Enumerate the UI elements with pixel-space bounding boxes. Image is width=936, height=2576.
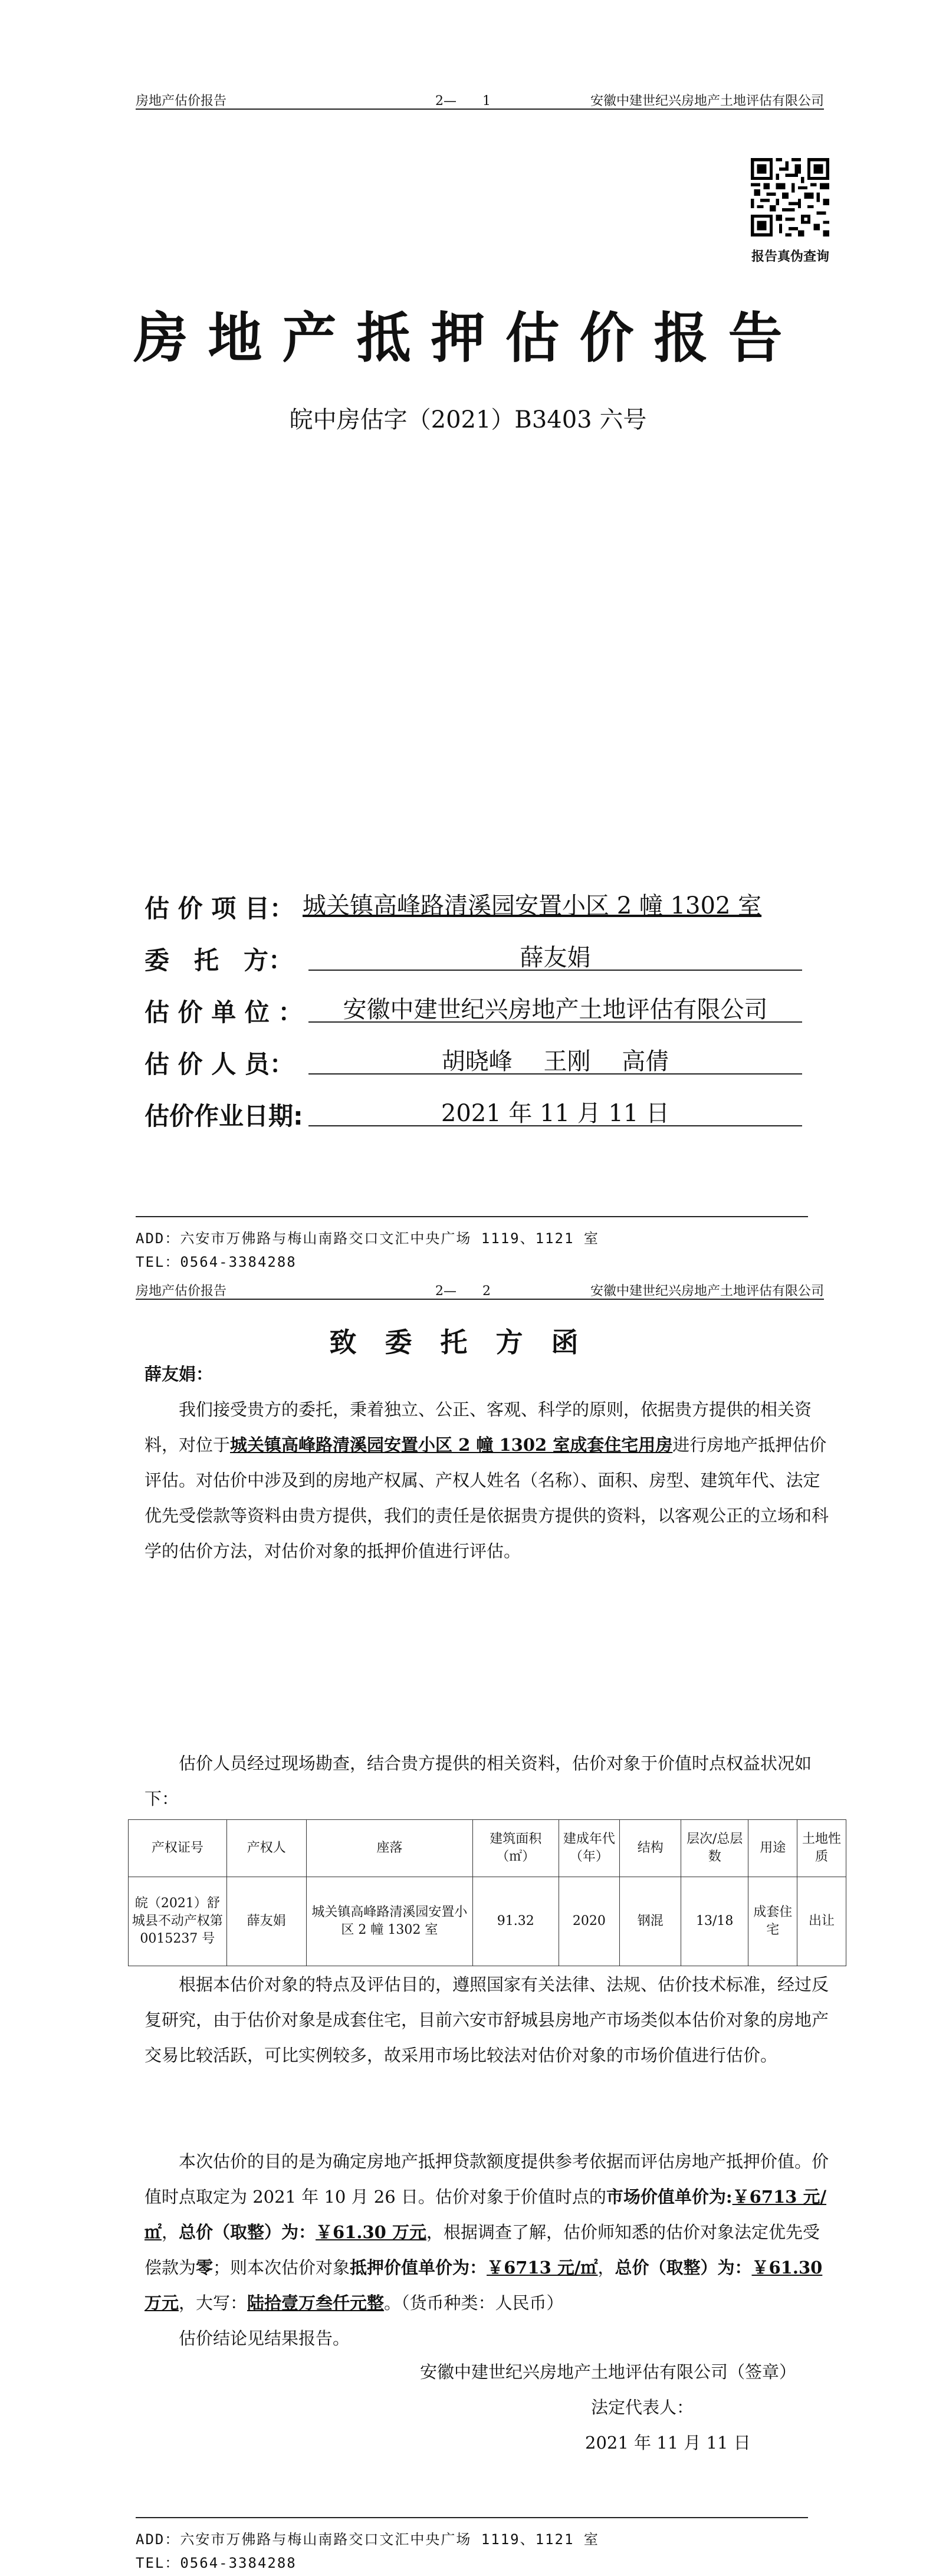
footer-divider-2: [136, 2517, 808, 2518]
th-floor: 层次/总层数: [681, 1820, 748, 1877]
footer-address-2: ADD：六安市万佛路与梅山南路交口文汇中央广场 1119、1121 室: [136, 2531, 599, 2548]
th-year: 建成年代（年）: [559, 1820, 620, 1877]
td-structure: 钢混: [620, 1877, 681, 1966]
cover-info-block: [144, 885, 805, 1144]
th-land: 土地性质: [797, 1820, 846, 1877]
document-number: 皖中房估字（2021）B3403 六号: [289, 406, 647, 433]
footer-address: ADD：六安市万佛路与梅山南路交口文汇中央广场 1119、1121 室: [136, 1230, 599, 1247]
market-total-label: 总价（取整）为：: [179, 2222, 316, 2242]
th-cert: 产权证号: [129, 1820, 227, 1877]
info-row-date: [144, 1092, 805, 1144]
header-company: 安徽中建世纪兴房地产土地评估有限公司: [590, 1284, 824, 1299]
property-table: [128, 1819, 846, 1966]
th-area: 建筑面积（㎡）: [472, 1820, 559, 1877]
priority-claim: 零: [196, 2258, 214, 2278]
td-land: 出让: [797, 1877, 846, 1966]
mortgage-total-label: 总价（取整）为：: [615, 2258, 752, 2278]
th-use: 用途: [748, 1820, 797, 1877]
header-left: 房地产估价报告: [136, 94, 227, 109]
th-structure: 结构: [620, 1820, 681, 1877]
p3-text: 根据本估价对象的特点及评估目的，遵照国家有关法律、法规、估价技术标准，经过反复研究，由于估价对象是成套住宅，目前六安市舒城县房地产市场类似本估价对象的房地产交易比较活跃，可比实例较多，故采用市场比较法对估价对象的市场价值进行估价。: [144, 1974, 829, 2065]
mortgage-unit-price: ￥6713 元/㎡: [487, 2258, 598, 2278]
letter-paragraph-4: [144, 2144, 829, 2321]
td-cert: 皖（2021）舒城县不动产权第 0015237 号: [129, 1877, 227, 1966]
appraisers-label: 估 价 人 员：: [144, 1050, 294, 1079]
market-total-price: ￥61.30 万元: [316, 2222, 426, 2242]
appraisers-value: 胡晓峰 王刚 高倩: [308, 1043, 802, 1075]
p4-text-d: ，: [162, 2222, 179, 2242]
header-page-number: 2— 2: [435, 1284, 491, 1299]
td-owner: 薛友娟: [226, 1877, 306, 1966]
p4-text-l: ，: [597, 2258, 615, 2278]
td-floor: 13/18: [681, 1877, 748, 1966]
p4-text-o: ，大写：: [179, 2293, 248, 2313]
letter-title: 致委托方函: [329, 1326, 607, 1358]
letter-paragraph-1: [144, 1392, 829, 1569]
date-value: 2021 年 11 月 11 日: [308, 1095, 802, 1126]
qr-caption: 报告真伪查询: [751, 249, 829, 264]
p4-text-q: 。（货币种类：人民币）: [384, 2293, 564, 2313]
td-location: 城关镇高峰路清溪园安置小区 2 幢 1302 室: [306, 1877, 472, 1966]
p4-text-i: ；则本次估价对象: [213, 2258, 350, 2278]
letter-paragraph-5: [144, 2321, 829, 2356]
page-header: [136, 88, 824, 110]
company-value: 安徽中建世纪兴房地产土地评估有限公司: [308, 991, 802, 1023]
company-label: 估 价 单 位 ：: [144, 998, 303, 1027]
info-row-project: [144, 885, 805, 937]
qr-code-icon[interactable]: [751, 158, 829, 236]
table-header-row: [129, 1820, 846, 1877]
footer-phone-2: TEL：0564-3384288: [136, 2555, 297, 2571]
th-owner: 产权人: [226, 1820, 306, 1877]
table-row: [129, 1877, 846, 1966]
client-value: 薛友娟: [308, 939, 802, 971]
p1-intro: 我们接受贵方的委托，秉着独立、公正、客观、科学的原则，依据贵方提供的相关资料，对位于: [144, 1399, 812, 1455]
page-header-2: [136, 1279, 824, 1300]
amount-in-words: 陆拾壹万叁仟元整: [247, 2293, 385, 2313]
info-row-appraisers: [144, 1040, 805, 1092]
header-page-number: 2— 1: [435, 94, 491, 109]
p1-rest: 进行房地产抵押估价评估。对估价中涉及到的房地产权属、产权人姓名（名称）、面积、房型、建筑年代、法定优先受偿款等资料由贵方提供，我们的责任是依据贵方提供的资料，以客观公正的立场和科学的估价方法，对估价对象的抵押价值进行评估。: [144, 1435, 829, 1561]
info-row-company: [144, 988, 805, 1040]
market-unit-label: 市场价值单价为:: [606, 2187, 733, 2207]
client-label: 委 托 方：: [144, 946, 294, 975]
td-use: 成套住宅: [748, 1877, 797, 1966]
td-year: 2020: [559, 1877, 620, 1966]
property-address: 城关镇高峰路清溪园安置小区 2 幢 1302 室成套住宅用房: [230, 1435, 673, 1455]
letter-salutation: 薛友娟：: [144, 1364, 214, 1384]
footer-phone: TEL：0564-3384288: [136, 1254, 297, 1270]
th-location: 座落: [306, 1820, 472, 1877]
signature-date: 2021 年 11 月 11 日: [585, 2433, 751, 2453]
project-label: 估 价 项 目：: [144, 894, 294, 923]
footer-divider: [136, 1216, 808, 1217]
mortgage-unit-label: 抵押价值单价为：: [350, 2258, 487, 2278]
p2-text: 估价人员经过现场勘查，结合贵方提供的相关资料，估价对象于价值时点权益状况如下：: [144, 1753, 812, 1809]
project-value: 城关镇高峰路清溪园安置小区 2 幢 1302 室: [303, 892, 762, 919]
letter-paragraph-2: [144, 1746, 829, 1816]
signature-representative: 法定代表人：: [591, 2397, 694, 2417]
date-label: 估价作业日期:: [144, 1102, 303, 1131]
p5-text: 估价结论见结果报告。: [179, 2328, 350, 2348]
header-company: 安徽中建世纪兴房地产土地评估有限公司: [590, 94, 824, 109]
p4-text-a: 本次估价的目的是为确定房地产抵押贷款额度提供参考依据而评估房地产抵押价值。价值时点取定为 2021 年 10 月 26 日。估价对象于价值时点的: [144, 2151, 829, 2207]
letter-paragraph-3: [144, 1967, 829, 2073]
market-unit-price: ￥6713 元/㎡: [144, 2187, 827, 2242]
header-left: 房地产估价报告: [136, 1284, 227, 1299]
td-area: 91.32: [472, 1877, 559, 1966]
info-row-client: [144, 937, 805, 988]
p4-text-g: ，根据调查了解，估价师知悉的估价对象法定优先受偿款为: [144, 2222, 820, 2278]
signature-company: 安徽中建世纪兴房地产土地评估有限公司（签章）: [420, 2362, 797, 2382]
report-title: 房地产抵押估价报告: [133, 306, 803, 370]
mortgage-total-price: ￥61.30 万元: [144, 2258, 823, 2313]
